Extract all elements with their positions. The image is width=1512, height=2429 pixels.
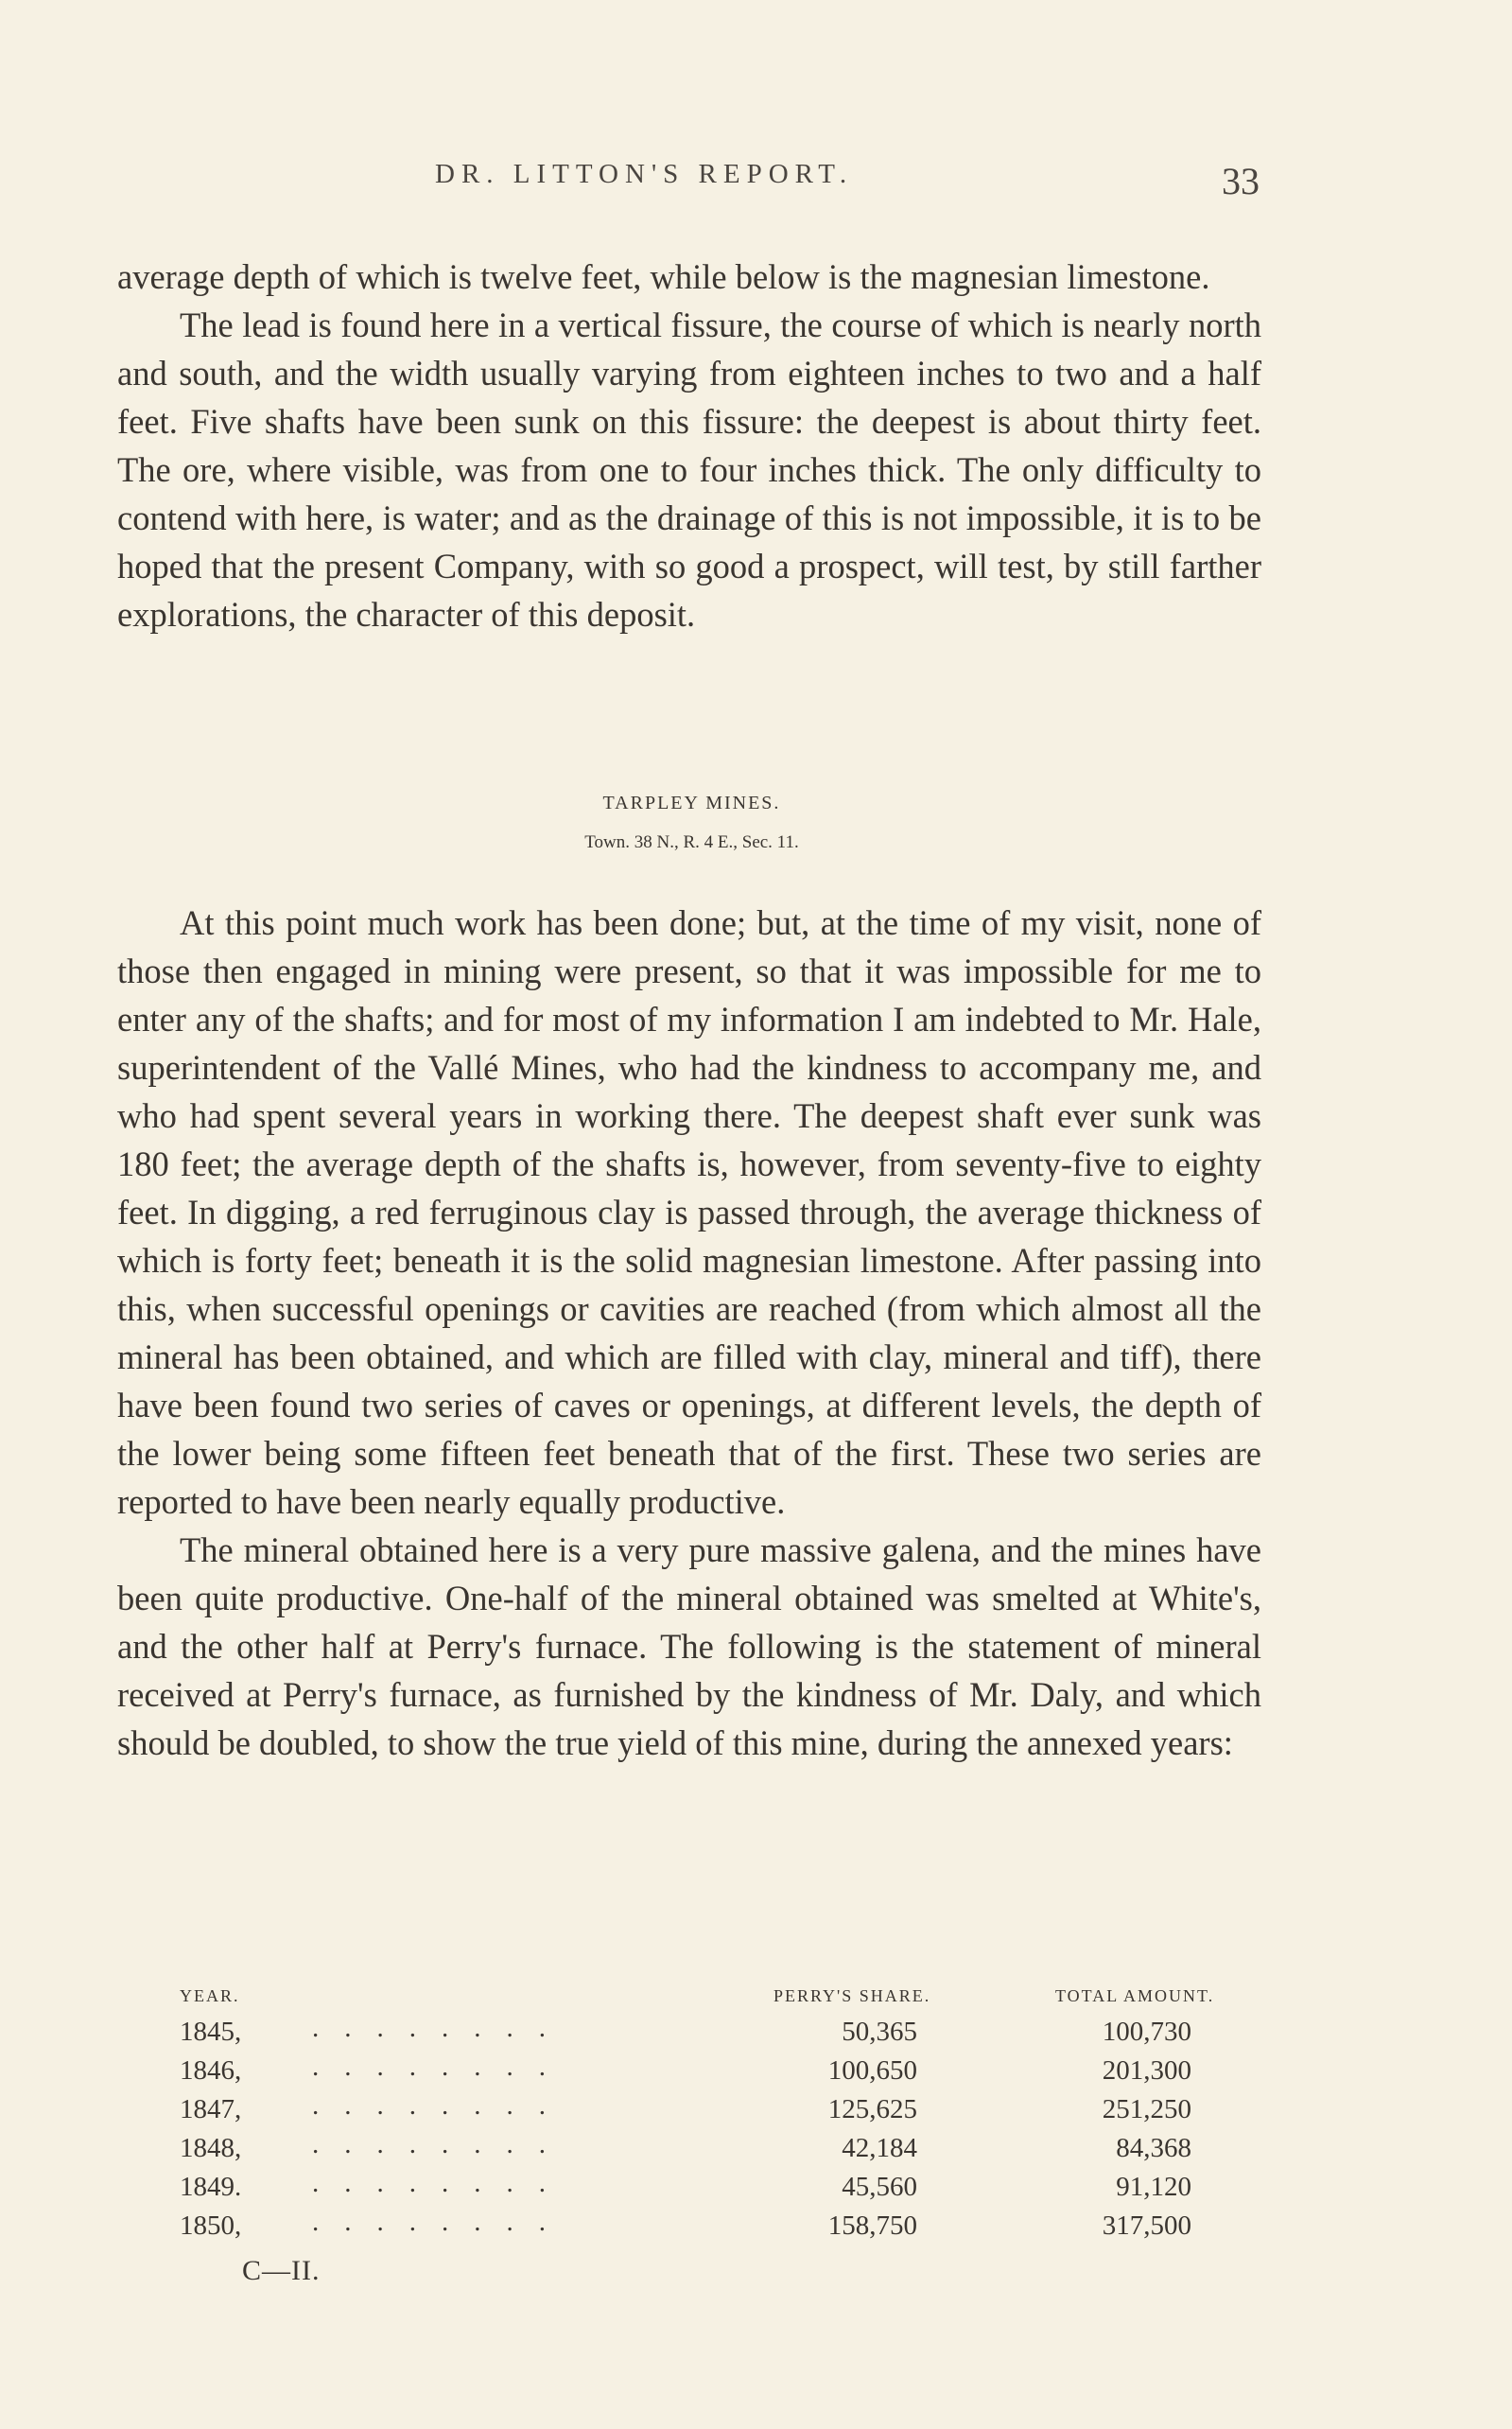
table-row <box>180 2129 1267 2172</box>
table-row <box>180 2207 1267 2249</box>
header-year: YEAR. <box>180 1986 240 2005</box>
cell-perry-share: 125,625 <box>827 2094 917 2124</box>
cell-total-amount: 251,250 <box>1102 2094 1191 2124</box>
cell-total-amount: 317,500 <box>1102 2211 1191 2241</box>
cell-total-amount: 91,120 <box>1116 2172 1191 2202</box>
cell-year: 1849. <box>180 2172 242 2202</box>
page-number: 33 <box>1222 160 1260 202</box>
leader-dots: ........ <box>312 2207 571 2237</box>
leader-dots: ........ <box>312 2013 571 2043</box>
cell-total-amount: 100,730 <box>1102 2017 1191 2047</box>
table-row <box>180 2052 1267 2094</box>
paragraph-continued: average depth of which is twelve feet, while below is the magnesian limestone. <box>117 257 1210 296</box>
signature-mark: C—II. <box>242 2255 321 2286</box>
paragraph-mineral-galena: The mineral obtained here is a very pure massive galena, and the mines have been quite productive. One-half of the mineral obtained was smelted at White's, and the other half at Perry's furnace. The following is the statement of mineral received at Perry's furnace, as furnished by the kindness of Mr. Daly, and which should be doubled, to show the true yield of this mine, during the annexed years: <box>117 1530 1261 1762</box>
running-head: DR. LITTON'S REPORT. <box>435 159 854 189</box>
table-row <box>180 2090 1267 2133</box>
table-header <box>180 1983 1267 2017</box>
mineral-table <box>180 1983 1267 2249</box>
text-block-bottom <box>117 899 1261 1767</box>
cell-total-amount: 201,300 <box>1102 2055 1191 2086</box>
cell-total-amount: 84,368 <box>1116 2133 1191 2163</box>
leader-dots: ........ <box>312 2090 571 2121</box>
cell-year: 1847, <box>180 2094 242 2124</box>
cell-year: 1845, <box>180 2017 242 2047</box>
cell-perry-share: 100,650 <box>827 2055 917 2086</box>
cell-perry-share: 45,560 <box>842 2172 917 2202</box>
cell-year: 1846, <box>180 2055 242 2086</box>
table-row <box>180 2013 1267 2055</box>
leader-dots: ........ <box>312 2129 571 2159</box>
cell-year: 1850, <box>180 2211 242 2241</box>
paragraph-tarpley-work: At this point much work has been done; but, at the time of my visit, none of those then engaged in mining were present, so that it was impossible for me to enter any of the shafts; and for most of my information I am indebted to Mr. Hale, superintendent of the Vallé Mines, who had the kindness to accompany me, and who had spent several years in working there. The deepest shaft ever sunk was 180 feet; the average depth of the shafts is, however, from seventy-five to eighty feet. In digging, a red ferruginous clay is passed through, the average thickness of which is forty feet; beneath it is the solid magnesian limestone. After passing into this, when successful openings or cavities are reached (from which almost all the mineral has been obtained, and which are filled with clay, mineral and tiff), there have been found two series of caves or openings, at different levels, the depth of the lower being some fifteen feet beneath that of the first. These two series are reported to have been nearly equally productive. <box>117 903 1261 1521</box>
header-perry-share: PERRY'S SHARE. <box>773 1986 931 2005</box>
cell-year: 1848, <box>180 2133 242 2163</box>
table-row <box>180 2168 1267 2211</box>
paragraph-lead-fissure: The lead is found here in a vertical fissure, the course of which is nearly north and south, and the width usually varying from eighteen inches to two and a half feet. Five shafts have been sunk on this fissure: the deepest is about thirty feet. The ore, where visible, was from one to four inches thick. The only difficulty to contend with here, is water; and as the drainage of this is not impossible, it is to be hoped that the present Company, with so good a prospect, will test, by still farther explorations, the character of this deposit. <box>117 306 1261 634</box>
leader-dots: ........ <box>312 2168 571 2198</box>
cell-perry-share: 42,184 <box>842 2133 917 2163</box>
cell-perry-share: 158,750 <box>827 2211 917 2241</box>
section-title: TARPLEY MINES. <box>602 793 781 813</box>
cell-perry-share: 50,365 <box>842 2017 917 2047</box>
header-total-amount: TOTAL AMOUNT. <box>1055 1986 1215 2005</box>
section-location: Town. 38 N., R. 4 E., Sec. 11. <box>584 832 799 852</box>
text-block-top <box>117 253 1261 638</box>
leader-dots: ........ <box>312 2052 571 2082</box>
